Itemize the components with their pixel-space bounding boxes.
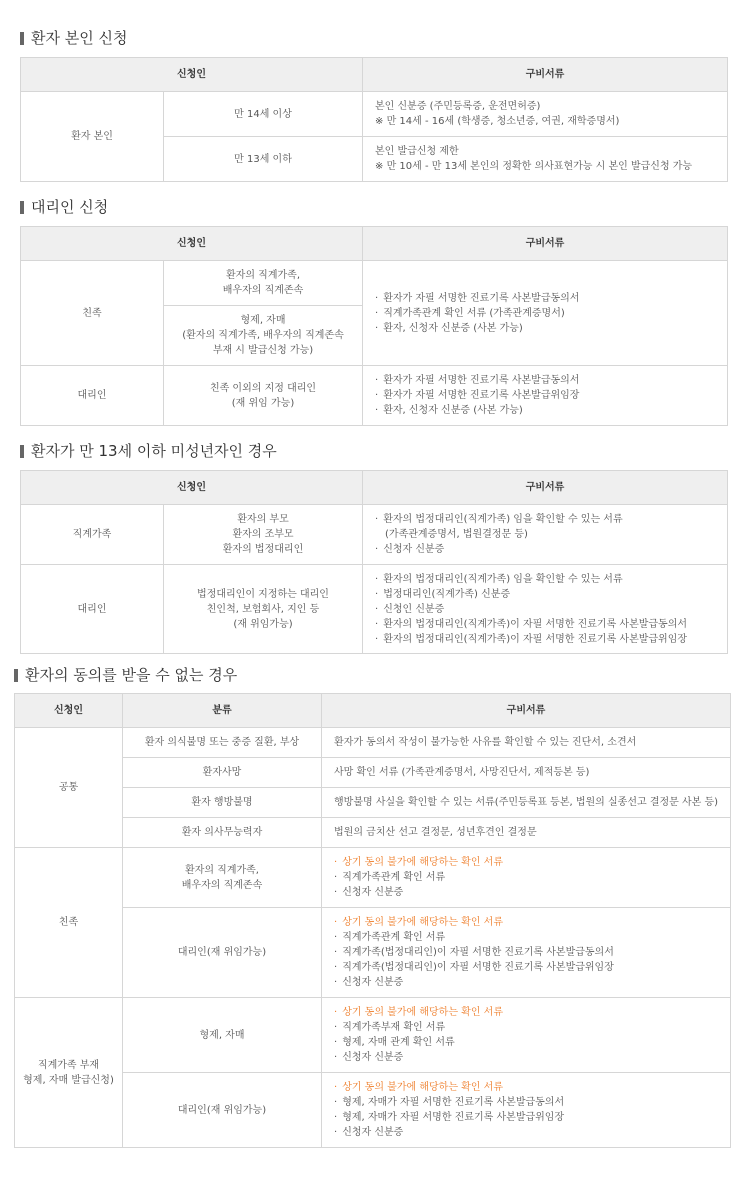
noconsent-table <box>14 693 731 1148</box>
applicant-line: 배우자의 직계존속 <box>222 285 304 296</box>
document-line: · 형제, 자매가 자필 서명한 진료기록 사본발급위임장 <box>334 1110 718 1125</box>
header-documents: 구비서류 <box>322 694 731 728</box>
header-category: 분류 <box>123 694 322 728</box>
documents-cell <box>363 261 728 366</box>
header-documents: 구비서류 <box>363 471 728 505</box>
group-cell: 직계가족 <box>21 505 164 565</box>
document-line: (가족관계증명서, 법원결정문 등) <box>385 529 528 540</box>
documents-cell: 환자가 동의서 작성이 불가능한 사유를 확인할 수 있는 진단서, 소견서 <box>322 728 731 758</box>
documents-cell: 법원의 금치산 선고 결정문, 성년후견인 결정문 <box>322 818 731 848</box>
document-line: · 환자의 법정대리인(직계가족) 임을 확인할 수 있는 서류 <box>375 512 715 527</box>
documents-cell <box>322 998 731 1073</box>
document-line: · 직계가족관계 확인 서류 <box>334 930 718 945</box>
document-line: · 환자, 신청자 신분증 (사본 가능) <box>375 321 715 336</box>
document-line: 본인 발급신청 제한 <box>375 146 459 157</box>
section-title-minor: 환자가 만 13세 이하 미성년자인 경우 <box>20 441 277 461</box>
applicant-line: 부재 시 발급신청 가능) <box>212 345 314 356</box>
group-line: 형제, 자매 발급신청) <box>23 1074 114 1086</box>
group-cell: 친족 <box>21 261 164 366</box>
document-line: · 형제, 자매가 자필 서명한 진료기록 사본발급동의서 <box>334 1095 718 1110</box>
self-application-table <box>20 57 728 182</box>
applicant-line: 법정대리인이 지정하는 대리인 <box>197 588 329 600</box>
document-line: · 환자의 법정대리인(직계가족) 임을 확인할 수 있는 서류 <box>375 572 715 587</box>
category-line: 환자의 직계가족, <box>185 864 259 876</box>
document-line: · 신청인 신분증 <box>375 602 715 617</box>
category-cell: 형제, 자매 <box>123 998 322 1073</box>
documents-cell <box>322 788 731 818</box>
document-line: · 신청자 신분증 <box>334 1050 718 1065</box>
category-cell: 대리인(재 위임가능) <box>123 908 322 998</box>
applicant-cell: 만 13세 이하 <box>164 137 363 182</box>
highlight-document-line: · 상기 동의 불가에 해당하는 확인 서류 <box>334 1005 718 1020</box>
document-line: · 직계가족(법정대리인)이 자필 서명한 진료기록 사본발급동의서 <box>334 945 718 960</box>
applicant-cell <box>164 306 363 366</box>
applicant-line: 친족 이외의 지정 대리인 <box>209 382 317 394</box>
applicant-cell <box>164 565 363 654</box>
category-cell: 환자사망 <box>123 758 322 788</box>
section-title-self: 환자 본인 신청 <box>20 28 127 48</box>
document-line: · 직계가족(법정대리인)이 자필 서명한 진료기록 사본발급위임장 <box>334 960 718 975</box>
document-line: · 신청자 신분증 <box>334 975 718 990</box>
applicant-line: 환자의 직계가족, <box>226 270 300 281</box>
document-line: 행방불명 사실을 확인할 수 있는 서류(주민등록표 등본, 법원의 실종선고 결정문 사본 등) <box>334 797 719 808</box>
header-applicant: 신청인 <box>21 227 363 261</box>
documents-cell <box>322 848 731 908</box>
header-documents: 구비서류 <box>363 58 728 92</box>
group-cell: 친족 <box>15 848 123 998</box>
applicant-cell <box>164 261 363 306</box>
documents-cell <box>363 366 728 426</box>
applicant-cell <box>164 505 363 565</box>
category-line: 배우자의 직계존속 <box>181 879 263 891</box>
category-cell: 대리인(재 위임가능) <box>123 1073 322 1148</box>
document-line: ※ 만 10세 - 만 13세 본인의 정확한 의사표현가능 시 본인 발급신청 가능 <box>375 161 693 172</box>
documents-cell <box>363 505 728 565</box>
documents-cell <box>322 908 731 998</box>
applicant-line: 형제, 자매 <box>240 315 286 326</box>
group-line: 직계가족 부재 <box>37 1059 100 1071</box>
applicant-line: (환자의 직계가족, 배우자의 직계존속 <box>182 330 344 341</box>
group-cell: 공통 <box>15 728 123 848</box>
applicant-cell: 만 14세 이상 <box>164 92 363 137</box>
highlight-document-line: · 상기 동의 불가에 해당하는 확인 서류 <box>334 915 718 930</box>
group-cell: 환자 본인 <box>21 92 164 182</box>
document-line: · 환자의 법정대리인(직계가족)이 자필 서명한 진료기록 사본발급동의서 <box>375 617 715 632</box>
applicant-line: 환자의 조부모 <box>232 529 294 540</box>
documents-cell <box>363 92 728 137</box>
document-line: · 환자가 자필 서명한 진료기록 사본발급위임장 <box>375 388 715 403</box>
applicant-line: 환자의 부모 <box>237 514 289 525</box>
applicant-line: 환자의 법정대리인 <box>222 544 304 555</box>
document-line: · 직계가족부재 확인 서류 <box>334 1020 718 1035</box>
document-line: · 법정대리인(직계가족) 신분증 <box>375 587 715 602</box>
category-cell <box>123 848 322 908</box>
applicant-line: (재 위임 가능) <box>231 397 295 409</box>
document-line: · 직계가족관계 확인 서류 <box>334 870 718 885</box>
group-cell: 대리인 <box>21 565 164 654</box>
section-title-noconsent: 환자의 동의를 받을 수 없는 경우 <box>14 665 237 685</box>
highlight-document-line: · 상기 동의 불가에 해당하는 확인 서류 <box>334 1080 718 1095</box>
document-line: ※ 만 14세 - 16세 (학생증, 청소년증, 여권, 재학증명서) <box>375 116 620 127</box>
document-line: · 환자가 자필 서명한 진료기록 사본발급동의서 <box>375 291 715 306</box>
header-applicant: 신청인 <box>21 58 363 92</box>
applicant-line: (재 위임가능) <box>233 618 293 630</box>
agent-application-table <box>20 226 728 426</box>
minor-application-table <box>20 470 728 654</box>
applicant-line: 친인척, 보험회사, 지인 등 <box>206 603 320 615</box>
group-cell: 대리인 <box>21 366 164 426</box>
document-line: · 형제, 자매 관계 확인 서류 <box>334 1035 718 1050</box>
applicant-cell <box>164 366 363 426</box>
document-line: · 직계가족관계 확인 서류 (가족관계증명서) <box>375 306 715 321</box>
highlight-document-line: · 상기 동의 불가에 해당하는 확인 서류 <box>334 855 718 870</box>
document-line: · 신청자 신분증 <box>334 1125 718 1140</box>
header-applicant: 신청인 <box>21 471 363 505</box>
document-line: · 환자의 법정대리인(직계가족)이 자필 서명한 진료기록 사본발급위임장 <box>375 632 715 647</box>
group-cell <box>15 998 123 1148</box>
category-cell: 환자 의사무능력자 <box>123 818 322 848</box>
document-line: · 환자, 신청자 신분증 (사본 가능) <box>375 403 715 418</box>
header-applicant: 신청인 <box>15 694 123 728</box>
section-title-agent: 대리인 신청 <box>20 197 108 217</box>
header-documents: 구비서류 <box>363 227 728 261</box>
document-line: 본인 신분증 (주민등록증, 운전면허증) <box>375 101 541 112</box>
document-line: · 신청자 신분증 <box>334 885 718 900</box>
documents-cell: 사망 확인 서류 (가족관계증명서, 사망진단서, 제적등본 등) <box>322 758 731 788</box>
document-line: · 신청자 신분증 <box>375 542 715 557</box>
documents-cell <box>363 137 728 182</box>
documents-cell <box>363 565 728 654</box>
document-line: · 환자가 자필 서명한 진료기록 사본발급동의서 <box>375 373 715 388</box>
category-cell: 환자 행방불명 <box>123 788 322 818</box>
category-cell: 환자 의식불명 또는 중증 질환, 부상 <box>123 728 322 758</box>
documents-cell <box>322 1073 731 1148</box>
